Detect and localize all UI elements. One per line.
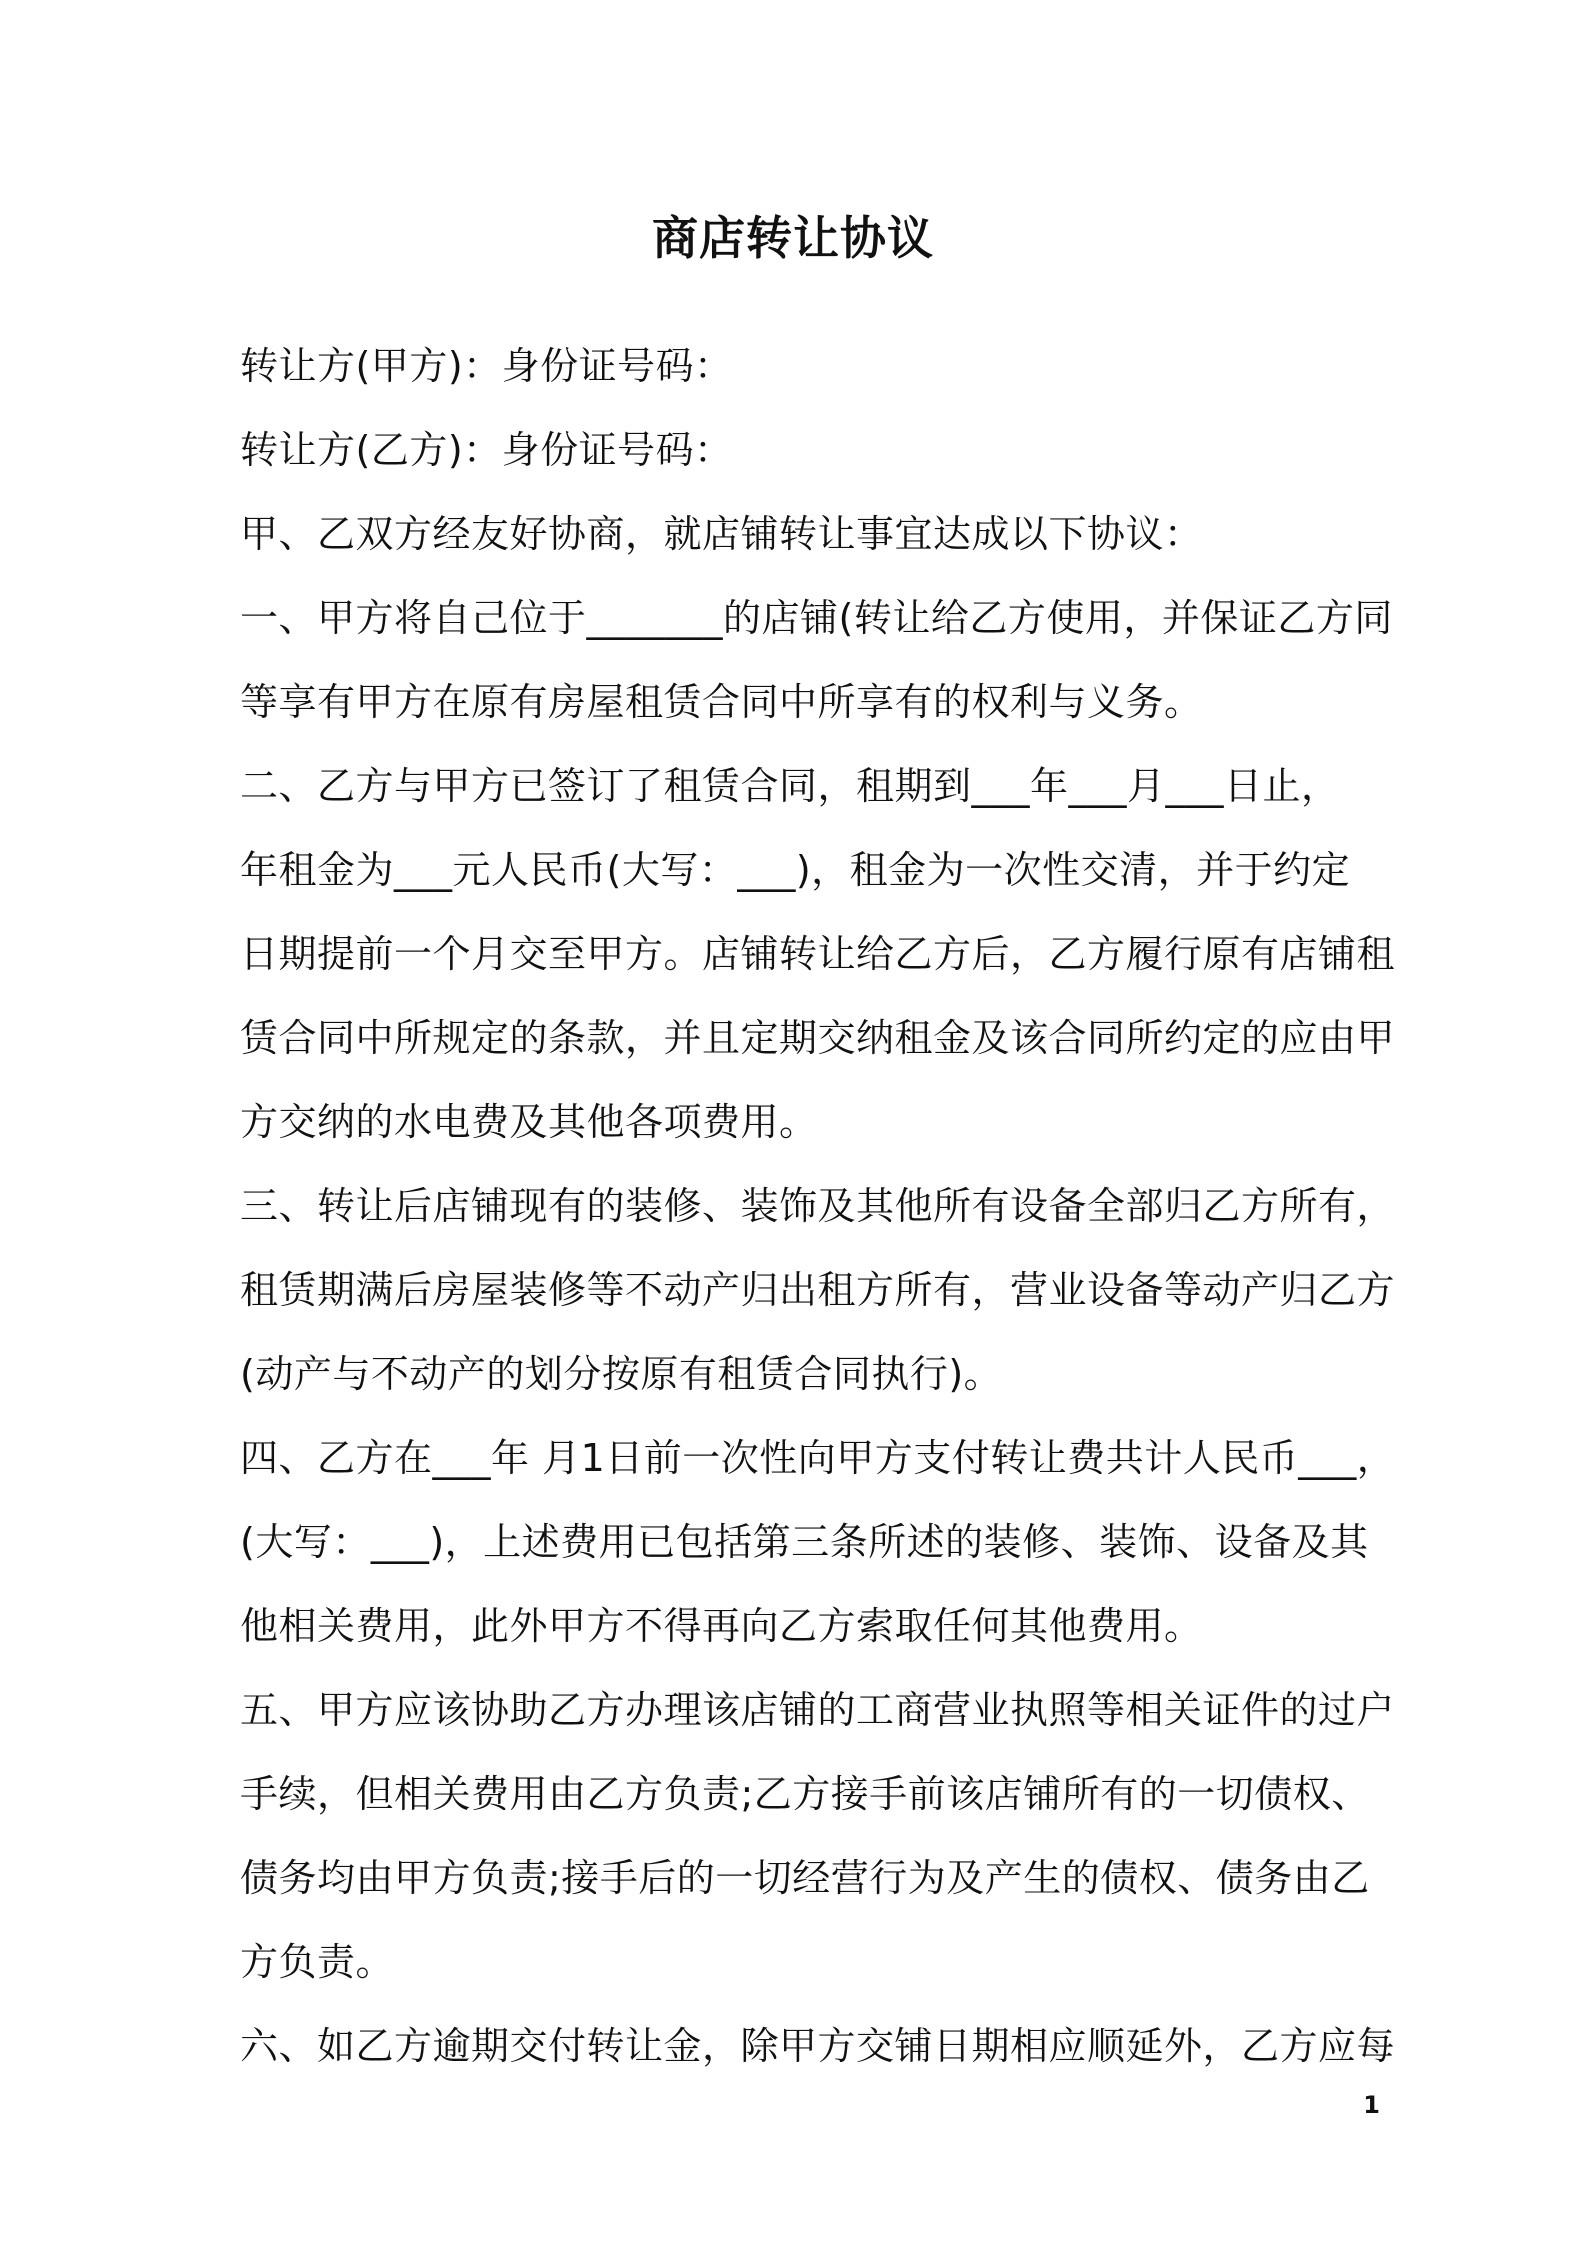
body-line: 六、如乙方逾期交付转让金，除甲方交铺日期相应顺延外，乙方应每 [240,2024,1396,2068]
body-line: 四、乙方在___年 月1日前一次性向甲方支付转让费共计人民币___， [240,1436,1396,1480]
body-line: 转让方(甲方)：身份证号码： [240,344,733,388]
body-line: 他相关费用，此外甲方不得再向乙方索取任何其他费用。 [240,1604,1203,1648]
body-line: 债务均由甲方负责;接手后的一切经营行为及产生的债权、债务由乙 [240,1856,1370,1900]
body-line: 一、甲方将自己位于_______的店铺(转让给乙方使用，并保证乙方同 [240,596,1393,640]
body-line: 年租金为___元人民币(大写：___)，租金为一次性交清，并于约定 [240,848,1351,892]
body-line: (大写：___)，上述费用已包括第三条所述的装修、装饰、设备及其 [240,1520,1369,1564]
document-body [240,324,1396,2088]
body-line: 三、转让后店铺现有的装修、装饰及其他所有设备全部归乙方所有， [240,1184,1396,1228]
body-line: 转让方(乙方)：身份证号码： [240,428,733,472]
body-line: 日期提前一个月交至甲方。店铺转让给乙方后，乙方履行原有店铺租 [240,932,1396,976]
body-line: 方负责。 [240,1940,395,1984]
body-line: 等享有甲方在原有房屋租赁合同中所享有的权利与义务。 [240,680,1203,724]
document-title: 商店转让协议 [652,211,934,265]
body-line: (动产与不动产的划分按原有租赁合同执行)。 [240,1352,1003,1396]
body-line: 二、乙方与甲方已签订了租赁合同，租期到___年___月___日止， [240,764,1340,808]
body-line: 五、甲方应该协助乙方办理该店铺的工商营业执照等相关证件的过户 [240,1688,1396,1732]
body-line: 手续，但相关费用由乙方负责;乙方接手前该店铺所有的一切债权、 [240,1772,1370,1816]
page-number: 1 [1363,2091,1380,2119]
body-line: 方交纳的水电费及其他各项费用。 [240,1100,818,1144]
body-line: 甲、乙双方经友好协商，就店铺转让事宜达成以下协议： [240,512,1203,556]
body-line: 赁合同中所规定的条款，并且定期交纳租金及该合同所约定的应由甲 [240,1016,1396,1060]
body-line: 租赁期满后房屋装修等不动产归出租方所有，营业设备等动产归乙方 [240,1268,1396,1312]
